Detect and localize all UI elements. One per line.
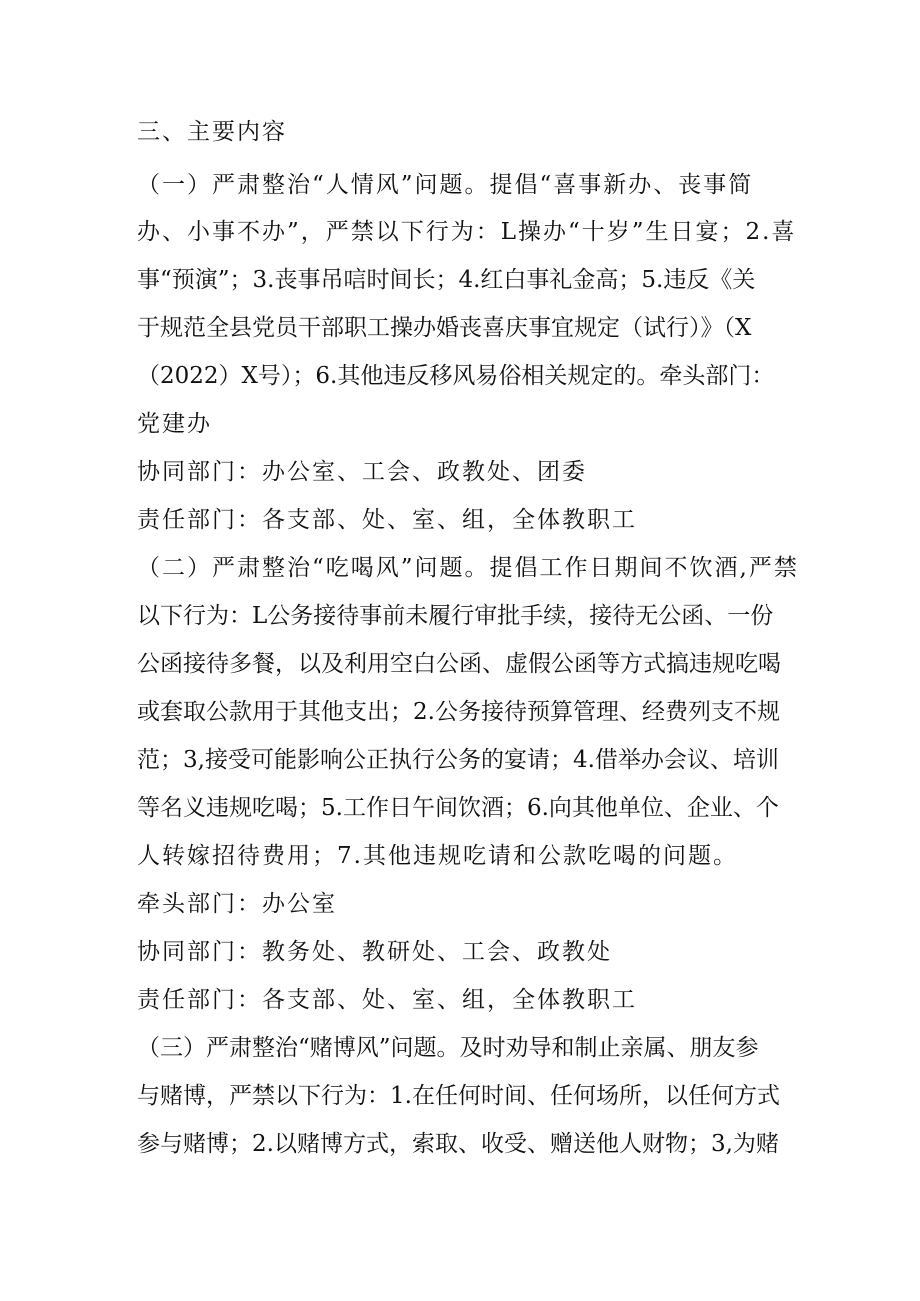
section1-line-6: 党建办	[137, 411, 212, 437]
section2-line-2: 以下行为：L公务接待事前未履行审批手续，接待无公函、一份	[137, 603, 774, 629]
section1-line-4: 于规范全县党员干部职工操办婚丧喜庆事宜规定（试行）》（X	[137, 315, 752, 341]
section1-line-5: （2022）X号）；6.其他违反移风易俗相关规定的。牵头部门：	[137, 363, 775, 389]
section1-resp-departments: 责任部门：各支部、处、室、组，全体教职工	[137, 507, 637, 533]
section3-line-1: （三）严肃整治“赌博风”问题。及时劝导和制止亲属、朋友参	[137, 1035, 759, 1061]
section1-line-2: 办、小事不办”，严禁以下行为：L操办“十岁”生日宴；2.喜	[137, 219, 797, 245]
section2-line-7: 人转嫁招待费用；7.其他违规吃请和公款吃喝的问题。	[137, 843, 738, 869]
section2-line-5: 范；3,接受可能影响公正执行公务的宴请；4.借举办会议、培训	[137, 747, 779, 773]
section2-line-6: 等名义违规吃喝；5.工作日午间饮酒；6.向其他单位、企业、个	[137, 795, 779, 821]
section2-lead-department: 牵头部门：办公室	[137, 891, 337, 917]
section2-coop-departments: 协同部门：教务处、教研处、工会、政教处	[137, 939, 612, 965]
section-heading: 三、主要内容	[137, 119, 287, 145]
section1-line-3: 事“预演”；3.丧事吊唁时间长；4.红白事礼金高；5.违反《关	[137, 267, 756, 293]
section1-coop-departments: 协同部门：办公室、工会、政教处、团委	[137, 459, 587, 485]
section2-line-3: 公函接待多餐，以及利用空白公函、虚假公函等方式搞违规吃喝	[137, 651, 781, 677]
section3-line-3: 参与赌博；2.以赌博方式，索取、收受、赠送他人财物；3,为赌	[137, 1131, 779, 1157]
section3-line-2: 与赌博，严禁以下行为：1.在任何时间、任何场所，以任何方式	[137, 1083, 780, 1109]
section1-line-1: （一）严肃整治“人情风”问题。提倡“喜事新办、丧事简	[137, 172, 754, 198]
section2-line-4: 或套取公款用于其他支出；2.公务接待预算管理、经费列支不规	[137, 699, 780, 725]
section2-resp-departments: 责任部门：各支部、处、室、组，全体教职工	[137, 987, 637, 1013]
section2-line-1: （二）严肃整治“吃喝风”问题。提倡工作日期间不饮酒,严禁	[137, 555, 799, 581]
